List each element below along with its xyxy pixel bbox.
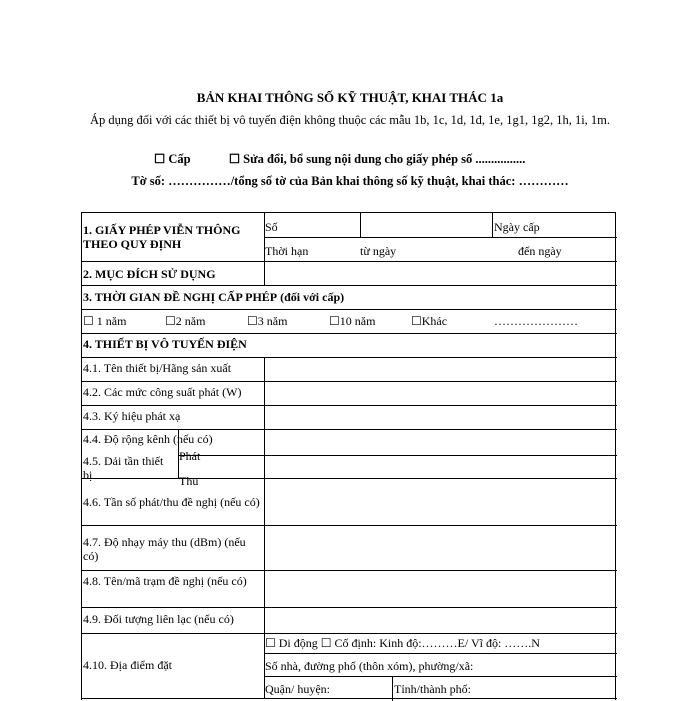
row-4-3-label: 4.3. Ký hiệu phát xạ [83, 409, 181, 423]
row-4-9-label: 4.9. Đối tượng liên lạc (nếu có) [83, 612, 234, 626]
row-4-4-label: 4.4. Độ rộng kênh (nếu có) [83, 432, 213, 446]
duration-3-years-checkbox[interactable]: ☐3 năm [247, 314, 288, 328]
option-cap-checkbox[interactable]: ☐ Cấp [154, 152, 191, 166]
row-4-7-label: 4.7. Độ nhạy máy thu (dBm) (nếu có) [83, 535, 246, 563]
duration-other-dots: ………………… [494, 314, 578, 328]
validity-label: Thời hạn [265, 244, 309, 258]
row-4-10-province-label: Tỉnh/thành phố: [394, 682, 471, 696]
section3-heading [83, 290, 344, 304]
row-4-5-receive-label: Thu [179, 474, 199, 488]
duration-2-years-checkbox[interactable]: ☐2 năm [165, 314, 206, 328]
row-4-8-label: 4.8. Tên/mã trạm đề nghị (nếu có) [83, 574, 247, 588]
duration-other-checkbox[interactable]: ☐Khác [411, 314, 448, 328]
sheet-number-line: Tờ số: ……………/tổng số tờ của Bản khai thông số kỹ thuật, khai thác: ………… [131, 174, 569, 188]
section1-label: 1. GIẤY PHÉP VIỄN THÔNG THEO QUY ĐỊNH [83, 223, 241, 251]
issue-date-label: Ngày cấp [494, 220, 540, 234]
row-4-6-label: 4.6. Tần số phát/thu đề nghị (nếu có) [83, 495, 260, 509]
row-4-10-district-label: Quận/ huyện: [265, 682, 330, 696]
row-4-10-location-type[interactable]: ☐ Di động ☐ Cố định: Kinh độ:………E/ Vĩ độ: …….N [265, 636, 540, 650]
row-4-10-label: 4.10. Địa điểm đặt [83, 658, 172, 672]
row-4-10-address-label: Số nhà, đường phố (thôn xóm), phường/xã: [265, 659, 474, 673]
row-4-5-transmit-label: Phát [179, 449, 201, 463]
row-4-2-label: 4.2. Các mức công suất phát (W) [83, 385, 242, 399]
section3-note: (đối với cấp) [280, 290, 345, 304]
to-date-label: đến ngày [518, 244, 562, 258]
section2-label: 2. MỤC ĐÍCH SỬ DỤNG [83, 267, 216, 281]
from-date-label: từ ngày [360, 244, 397, 258]
form-title: BẢN KHAI THÔNG SỐ KỸ THUẬT, KHAI THÁC 1a [196, 90, 504, 105]
form-subtitle: Áp dụng đối với các thiết bị vô tuyến điện không thuộc các mẫu 1b, 1c, 1d, 1đ, 1e, 1g1, 1g2, 1h, 1i, 1m. [89, 113, 611, 127]
duration-10-years-checkbox[interactable]: ☐10 năm [329, 314, 376, 328]
row-4-5-label: 4.5. Dải tần thiết bị [83, 454, 164, 482]
section3-label: 3. THỜI GIAN ĐỀ NGHỊ CẤP PHÉP [83, 290, 278, 304]
request-type-options [154, 151, 525, 167]
license-number-label: Số [265, 220, 278, 234]
section4-label: 4. THIẾT BỊ VÔ TUYẾN ĐIỆN [83, 337, 247, 351]
row-4-1-label: 4.1. Tên thiết bị/Hãng sản xuất [83, 361, 232, 375]
spec-table [81, 212, 616, 700]
duration-1-year-checkbox[interactable]: ☐ 1 năm [83, 314, 127, 328]
option-sua-doi-checkbox[interactable]: ☐ Sửa đổi, bổ sung nội dung cho giấy phép số ................ [228, 152, 526, 166]
